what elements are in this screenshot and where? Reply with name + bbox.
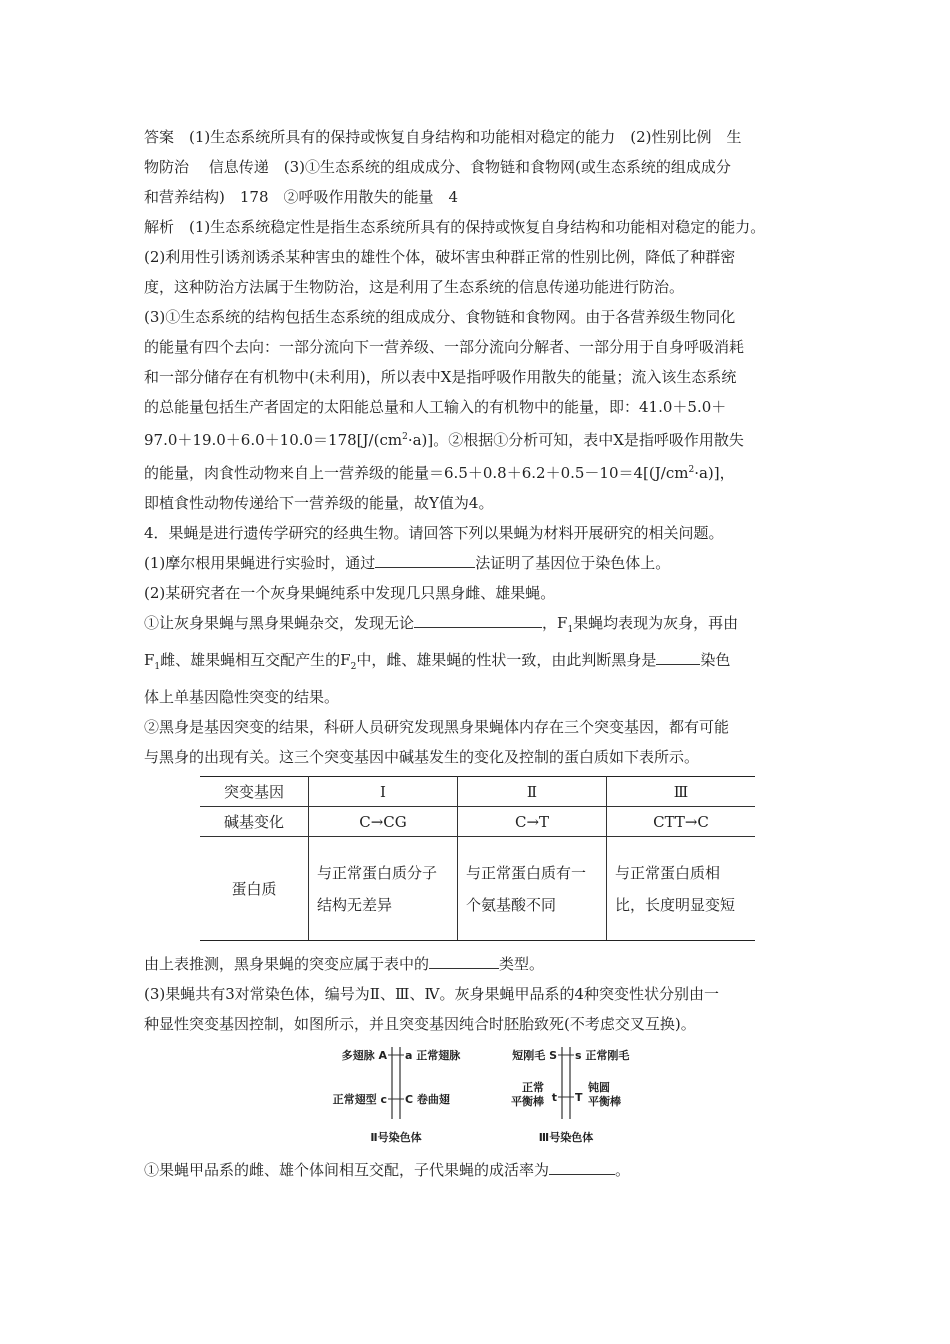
question-4-part-2-1: ①让灰身果蝇与黑身果蝇杂交，发现无论 ，$F_1$果蝇均表现为灰身，再由 [144,614,739,635]
analysis-line-6: 和一部分储存在有机物中(未利用)，所以表中X是指呼吸作用散失的能量；流入该生态系统 [144,368,737,386]
gene-label: 正常翅型 c [332,1093,387,1106]
table-row: 突变基因 Ⅰ Ⅱ Ⅲ [200,777,755,807]
analysis-line-9: 的能量，肉食性动物来自上一营养级的能量$=6.5+0.8+6.2+0.5-10=4[(J/cm^2\cdot a)]$， [144,464,735,482]
answer-blank[interactable] [429,954,499,969]
gene-label: 平衡棒 [511,1095,544,1108]
gene-label: C 卷曲翅 [405,1093,450,1106]
answer-blank[interactable] [414,613,542,628]
answer-blank[interactable] [656,650,700,665]
question-4-part-2-1-cont: $F_1$雌、雄果蝇相互交配产生的$F_2$中，雌、雄果蝇的性状一致，由此判断黑身是 染色 [144,651,731,672]
gene-label: T [575,1091,583,1104]
gene-label: 平衡棒 [588,1095,621,1108]
answer-line-2: 物防治 信息传递 (3)①生态系统的组成成分、食物链和食物网(或生态系统的组成成分 [144,158,731,176]
gene-label: t [551,1091,557,1104]
answer-label: 答案 [144,128,175,146]
analysis-line-8: $97.0+19.0+6.0+10.0=178[J/(cm^2\cdot a)]$。②根据①分析可知，表中X是指呼吸作用散失 [144,431,744,449]
gene-label: 钝圆 [588,1081,610,1094]
answer-line-3: 和营养结构) 178 ②呼吸作用散失的能量 4 [144,188,459,206]
chromosome-ii-caption: Ⅱ号染色体 [370,1131,422,1144]
chromosome-figure [144,1041,814,1151]
gene-label: 正常 [522,1081,544,1094]
analysis-line-2: (2)利用性引诱剂诱杀某种害虫的雄性个体，破坏害虫种群正常的性别比例，降低了种群密 [144,248,736,266]
analysis-line-5: 的能量有四个去向：一部分流向下一营养级、一部分流向分解者、一部分用于自身呼吸消耗 [144,338,745,356]
question-4-part-3-1: ①果蝇甲品系的雌、雄个体间相互交配，子代果蝇的成活率为 。 [144,1161,631,1179]
table-row: 蛋白质 与正常蛋白质分子结构无差异 与正常蛋白质有一个氨基酸不同 与正常蛋白质相比，长度明显变短 [200,837,755,941]
question-4-intro: 4．果蝇是进行遗传学研究的经典生物。请回答下列以果蝇为材料开展研究的相关问题。 [144,524,724,542]
gene-label: s 正常刚毛 [575,1049,630,1062]
table-row: 碱基变化 C→CG C→T CTT→C [200,807,755,837]
analysis-line-3: 度，这种防治方法属于生物防治，这是利用了生态系统的信息传递功能进行防治。 [144,278,685,296]
chromosome-iii-caption: Ⅲ号染色体 [538,1131,594,1144]
question-4-part-2-2-cont: 与黑身的出现有关。这三个突变基因中碱基发生的变化及控制的蛋白质如下表所示。 [144,748,700,766]
question-4-part-2: (2)某研究者在一个灰身果蝇纯系中发现几只黑身雌、雄果蝇。 [144,584,556,602]
analysis-line-10: 即植食性动物传递给下一营养级的能量，故Y值为4。 [144,494,494,512]
question-4-part-3: (3)果蝇共有3对常染色体，编号为Ⅱ、Ⅲ、Ⅳ。灰身果蝇甲品系的4种突变性状分别由一 [144,985,719,1003]
analysis-line-4: (3)①生态系统的结构包括生态系统的组成成分、食物链和食物网。由于各营养级生物同化 [144,308,736,326]
gene-label: a 正常翅脉 [405,1049,461,1062]
question-4-part-1: (1)摩尔根用果蝇进行实验时，通过 法证明了基因位于染色体上。 [144,554,671,572]
answer-blank[interactable] [375,553,475,568]
question-4-part-2-2: ②黑身是基因突变的结果，科研人员研究发现黑身果蝇体内存在三个突变基因，都有可能 [144,718,730,736]
analysis-line-7: 的总能量包括生产者固定的太阳能总量和人工输入的有机物中的能量，即：41.0＋5.0＋ [144,398,727,416]
gene-label: 短刚毛 S [512,1049,557,1062]
answer-blank[interactable] [549,1160,615,1175]
question-4-part-2-1-end: 体上单基因隐性突变的结果。 [144,688,340,706]
analysis-line-1: 解析 (1)生态系统稳定性是指生态系统所具有的保持或恢复自身结构和功能相对稳定的能力。 [144,218,766,236]
question-4-table-conclusion: 由上表推测，黑身果蝇的突变应属于表中的 类型。 [144,955,545,973]
question-4-part-3-cont: 种显性突变基因控制，如图所示，并且突变基因纯合时胚胎致死(不考虑交叉互换)。 [144,1015,696,1033]
mutation-table [200,776,755,941]
answer-line-1: 答案 (1)生态系统所具有的保持或恢复自身结构和功能相对稳定的能力 (2)性别比例 生 [144,128,742,146]
gene-label: 多翅脉 A [341,1049,387,1062]
document-body [144,122,814,1185]
analysis-label: 解析 [144,218,175,236]
